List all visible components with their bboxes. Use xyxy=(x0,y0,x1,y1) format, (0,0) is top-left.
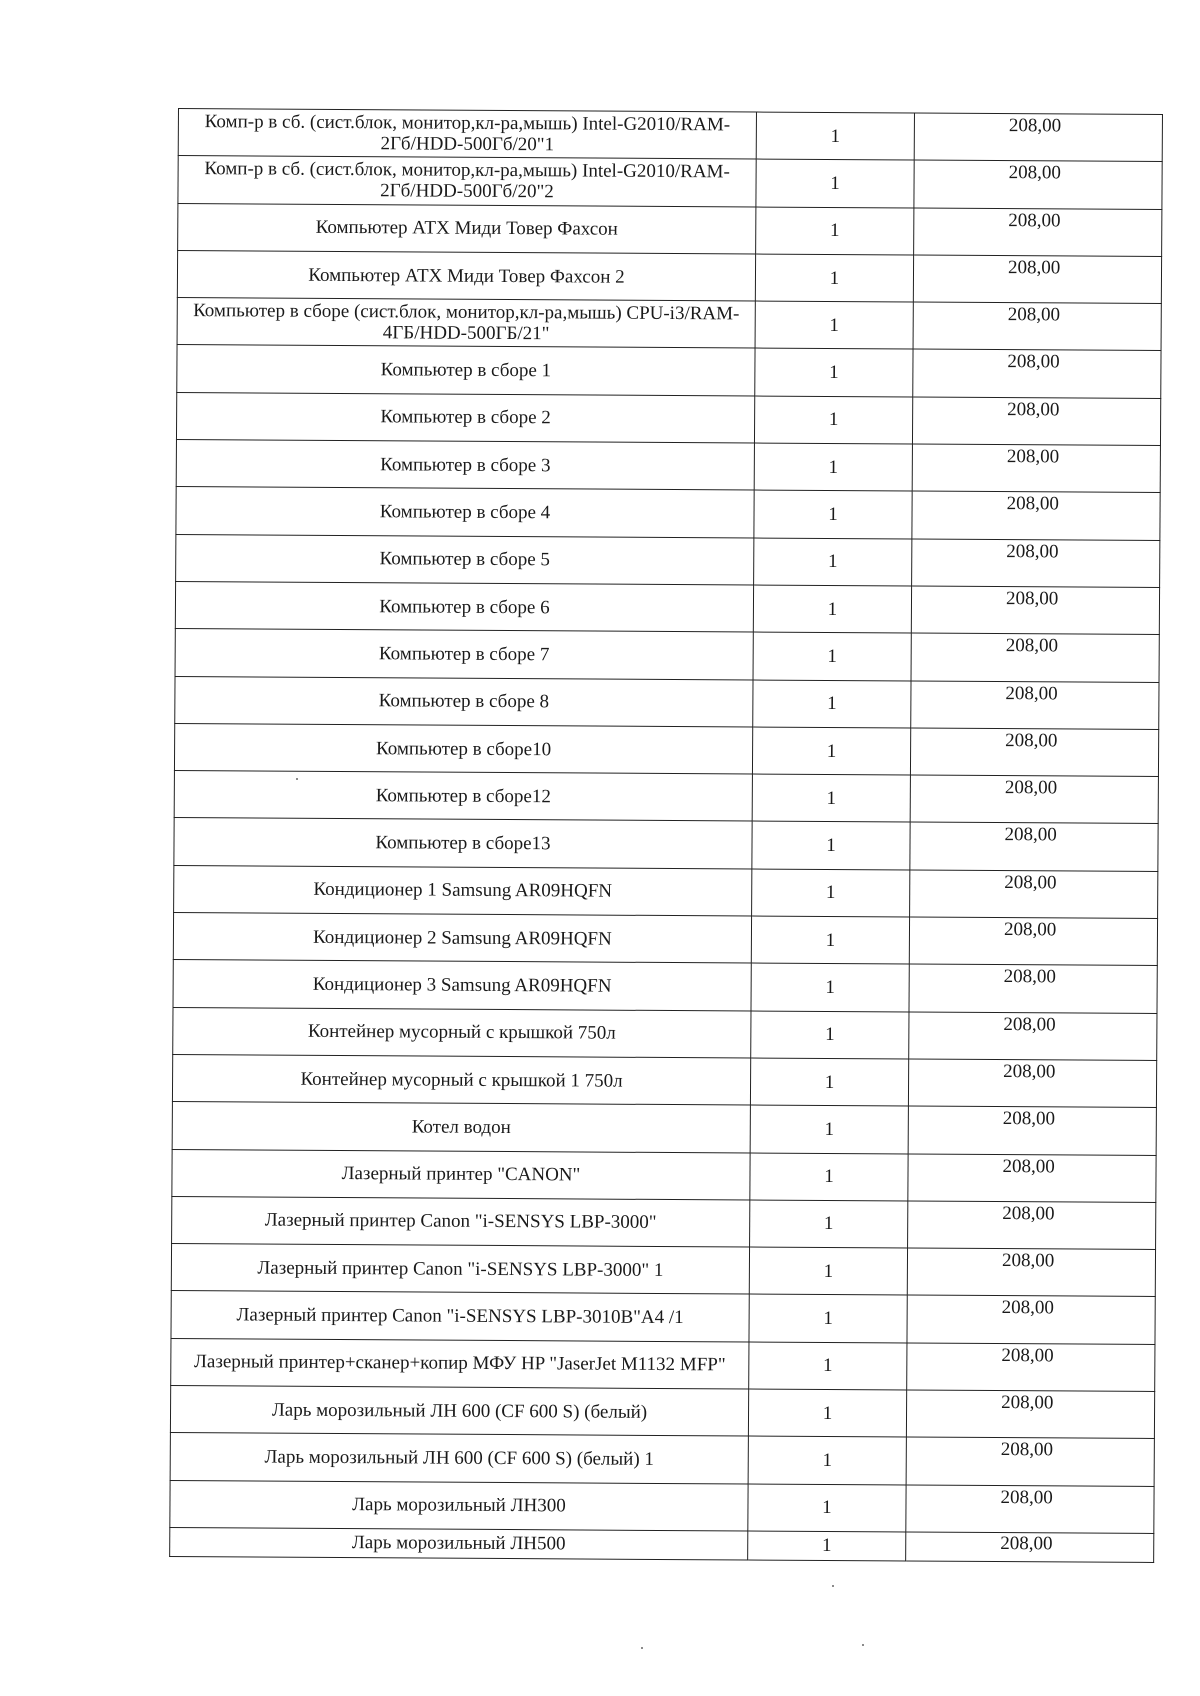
item-name: Компьютер в сборе 3 xyxy=(176,440,754,491)
item-name: Лазерный принтер Canon "i-SENSYS LBP-3010B"A4 /1 xyxy=(171,1291,749,1342)
item-quantity: 1 xyxy=(749,1247,907,1295)
item-quantity: 1 xyxy=(750,1058,908,1106)
item-amount: 208,00 xyxy=(1008,209,1061,231)
item-name: Лазерный принтер "CANON" xyxy=(172,1149,750,1200)
item-amount: 208,00 xyxy=(1005,729,1058,752)
inventory-rows xyxy=(170,109,1163,1563)
item-amount: 208,00 xyxy=(1005,588,1059,610)
table-row xyxy=(176,487,1160,540)
item-name: Контейнер мусорный с крышкой 1 750л xyxy=(172,1054,750,1105)
table-row xyxy=(172,1196,1156,1249)
item-name: Комп-р в сб. (сист.блок, монитор,кл-ра,мышь) Intel-G2010/RAM-2Гб/HDD-500Гб/20"2 xyxy=(178,156,756,207)
item-amount: 208,00 xyxy=(1005,635,1059,657)
item-name: Лазерный принтер+сканер+копир МФУ HP "JaserJet M1132 MFP" xyxy=(171,1338,749,1389)
item-amount: 208,00 xyxy=(1001,1250,1055,1272)
item-quantity: 1 xyxy=(756,112,914,160)
item-quantity: 1 xyxy=(754,443,912,491)
table-row xyxy=(175,581,1159,634)
item-quantity: 1 xyxy=(754,396,912,444)
item-name: Компьютер в сборе13 xyxy=(174,818,752,869)
item-quantity: 1 xyxy=(751,1011,909,1059)
table-row xyxy=(172,1102,1156,1155)
table-row xyxy=(176,534,1160,587)
table-row xyxy=(177,345,1161,398)
item-amount: 208,00 xyxy=(1000,1532,1053,1555)
table-row xyxy=(171,1291,1155,1344)
item-amount: 208,00 xyxy=(1008,162,1061,184)
item-amount: 208,00 xyxy=(1007,256,1061,279)
item-quantity: 1 xyxy=(752,821,910,869)
item-amount: 208,00 xyxy=(1005,682,1058,704)
item-quantity: 1 xyxy=(748,1389,906,1437)
item-name: Кондиционер 1 Samsung AR09HQFN xyxy=(174,865,752,916)
table-row xyxy=(176,392,1160,445)
item-amount: 208,00 xyxy=(1002,1155,1055,1177)
table-row xyxy=(171,1244,1155,1297)
table-row xyxy=(170,1433,1154,1486)
item-name: Компьютер в сборе12 xyxy=(174,771,752,822)
table-row xyxy=(173,1007,1157,1060)
item-amount: 208,00 xyxy=(1000,1439,1054,1461)
scan-speck xyxy=(862,1644,864,1646)
table-row xyxy=(170,1527,1154,1562)
item-quantity: 1 xyxy=(750,1153,908,1201)
item-amount: 208,00 xyxy=(1008,115,1062,137)
item-amount: 208,00 xyxy=(1000,1486,1053,1508)
item-name: Кондиционер 2 Samsung AR09HQFN xyxy=(173,913,751,964)
item-quantity: 1 xyxy=(748,1484,906,1532)
item-name: Компьютер в сборе10 xyxy=(174,723,752,774)
item-quantity: 1 xyxy=(756,159,914,207)
inventory-table xyxy=(169,108,1163,1563)
item-quantity: 1 xyxy=(751,963,909,1011)
item-amount: 208,00 xyxy=(1003,919,1057,941)
item-name: Комп-р в сб. (сист.блок, монитор,кл-ра,мышь) Intel-G2010/RAM-2Гб/HDD-500Гб/20"1 xyxy=(178,109,756,160)
item-name: Компьютер в сборе (сист.блок, монитор,кл-ра,мышь) CPU-i3/RAM-4ГБ/HDD-500ГБ/21" xyxy=(177,298,755,349)
scan-speck xyxy=(641,1647,643,1649)
table-row xyxy=(178,109,1162,162)
table-row xyxy=(171,1338,1155,1391)
item-name: Котел водон xyxy=(172,1102,750,1153)
item-quantity: 1 xyxy=(754,538,912,586)
table-row xyxy=(174,771,1158,824)
table-row xyxy=(174,818,1158,871)
item-name: Контейнер мусорный с крышкой 750л xyxy=(173,1007,751,1058)
item-quantity: 1 xyxy=(752,869,910,917)
item-quantity: 1 xyxy=(752,727,910,775)
item-quantity: 1 xyxy=(755,254,913,302)
item-quantity: 1 xyxy=(749,1294,907,1342)
item-name: Лазерный принтер Canon "i-SENSYS LBP-3000" 1 xyxy=(171,1244,749,1295)
item-amount: 208,00 xyxy=(1007,351,1060,373)
item-name: Компьютер в сборе 1 xyxy=(177,345,755,396)
table-row xyxy=(174,865,1158,918)
item-name: Ларь морозильный ЛН500 xyxy=(170,1527,748,1560)
table-row xyxy=(177,250,1161,303)
item-name: Компьютер АТХ Миди Товер Фахсон 2 xyxy=(177,250,755,301)
item-quantity: 1 xyxy=(755,349,913,397)
item-name: Компьютер в сборе 7 xyxy=(175,629,753,680)
item-name: Компьютер в сборе 4 xyxy=(176,487,754,538)
item-quantity: 1 xyxy=(756,207,914,255)
table-row xyxy=(178,156,1162,209)
table-row xyxy=(173,960,1157,1013)
item-quantity: 1 xyxy=(753,680,911,728)
item-quantity: 1 xyxy=(749,1342,907,1390)
table-row xyxy=(177,298,1161,351)
table-row xyxy=(170,1480,1154,1533)
item-name: Ларь морозильный ЛН 600 (CF 600 S) (белый) 1 xyxy=(170,1433,748,1484)
item-amount: 208,00 xyxy=(1004,824,1057,846)
item-name: Лазерный принтер Canon "i-SENSYS LBP-3000" xyxy=(172,1196,750,1247)
table-row xyxy=(178,203,1162,256)
item-name: Компьютер в сборе 6 xyxy=(175,581,753,632)
item-amount: 208,00 xyxy=(1001,1297,1054,1319)
item-amount: 208,00 xyxy=(1002,1202,1055,1225)
item-quantity: 1 xyxy=(753,632,911,680)
table-row xyxy=(172,1149,1156,1202)
item-quantity: 1 xyxy=(750,1105,908,1153)
item-amount: 208,00 xyxy=(1007,398,1060,421)
scan-speck xyxy=(832,1585,834,1587)
item-amount: 208,00 xyxy=(1007,304,1061,326)
item-amount: 208,00 xyxy=(1006,446,1060,468)
item-amount: 208,00 xyxy=(1003,1013,1056,1036)
table-row xyxy=(175,676,1159,729)
table-row xyxy=(170,1385,1154,1438)
item-quantity: 1 xyxy=(753,585,911,633)
scan-speck xyxy=(296,778,298,780)
table-row xyxy=(174,723,1158,776)
item-amount: 208,00 xyxy=(1002,1108,1056,1130)
item-quantity: 1 xyxy=(748,1531,906,1561)
item-name: Ларь морозильный ЛН300 xyxy=(170,1480,748,1531)
item-amount: 208,00 xyxy=(1003,1060,1056,1083)
item-name: Кондиционер 3 Samsung AR09HQFN xyxy=(173,960,751,1011)
item-quantity: 1 xyxy=(750,1200,908,1248)
table-row xyxy=(172,1054,1156,1107)
item-amount: 208,00 xyxy=(1001,1344,1054,1367)
item-name: Ларь морозильный ЛН 600 (CF 600 S) (белый) xyxy=(170,1385,748,1436)
item-name: Компьютер АТХ Миди Товер Фахсон xyxy=(178,203,756,254)
item-name: Компьютер в сборе 5 xyxy=(176,534,754,585)
item-amount: 208,00 xyxy=(1004,777,1058,799)
item-amount: 208,00 xyxy=(1004,871,1057,894)
item-quantity: 1 xyxy=(754,490,912,538)
item-amount: 208,00 xyxy=(1006,493,1059,515)
item-amount: 208,00 xyxy=(1006,540,1059,563)
item-quantity: 1 xyxy=(752,774,910,822)
item-name: Компьютер в сборе 2 xyxy=(176,392,754,443)
item-amount: 208,00 xyxy=(1003,966,1057,988)
item-quantity: 1 xyxy=(751,916,909,964)
item-quantity: 1 xyxy=(748,1436,906,1484)
item-quantity: 1 xyxy=(755,301,913,349)
item-amount: 208,00 xyxy=(1001,1392,1054,1414)
item-name: Компьютер в сборе 8 xyxy=(175,676,753,727)
table-row xyxy=(175,629,1159,682)
table-row xyxy=(173,913,1157,966)
table-row xyxy=(176,440,1160,493)
